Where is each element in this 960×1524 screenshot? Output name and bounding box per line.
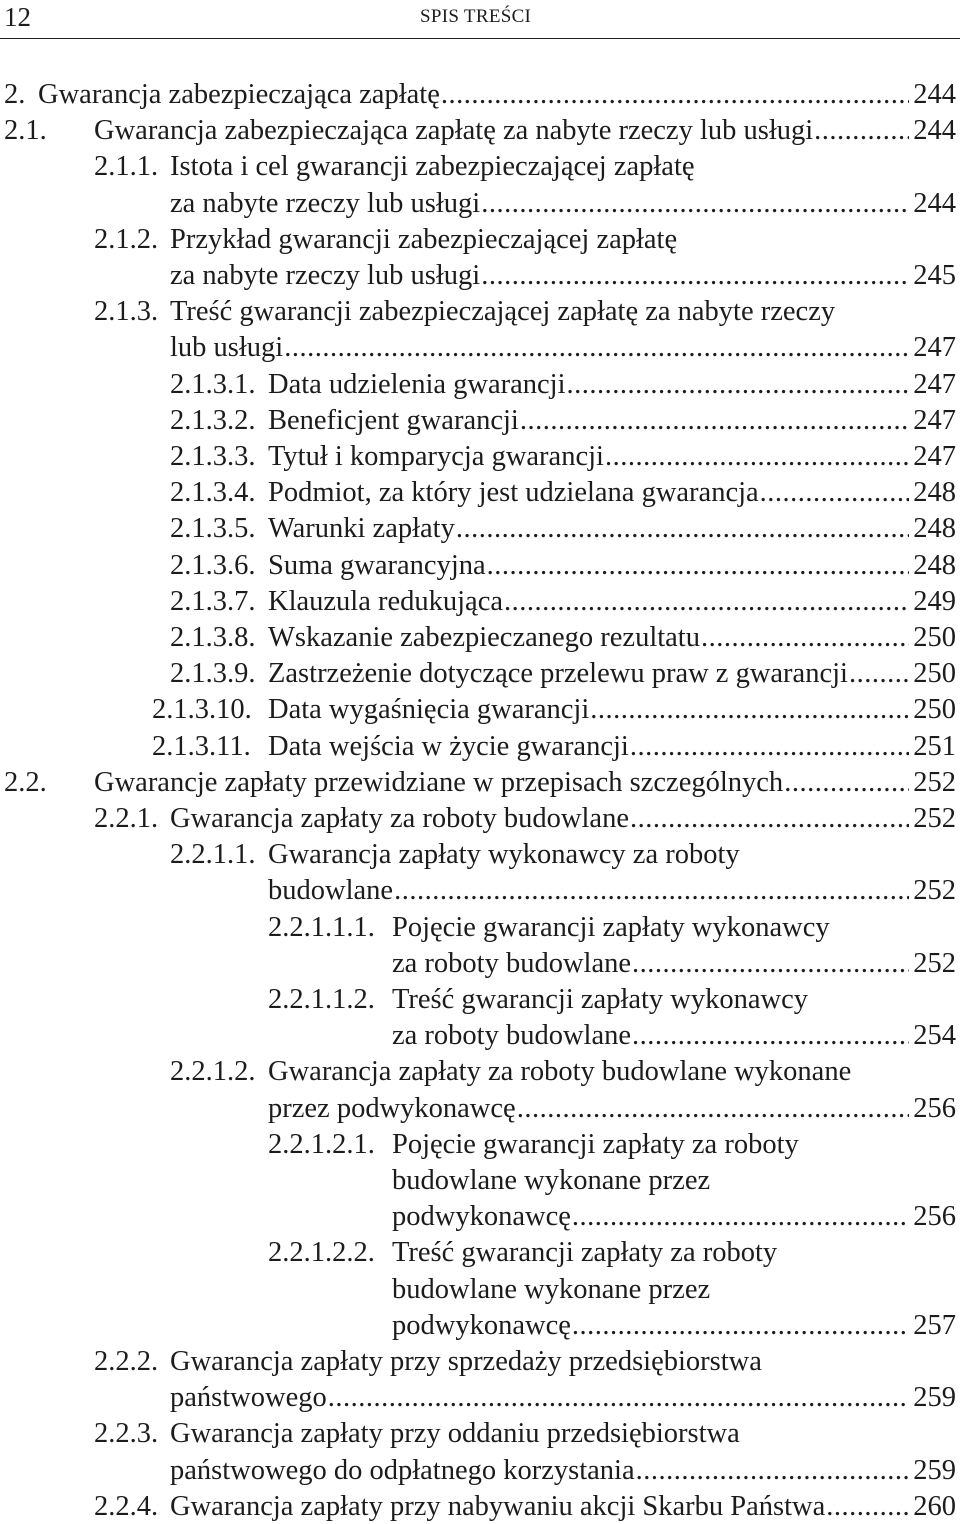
toc-entry-line [170, 476, 956, 510]
toc-entry-page: 244 [913, 187, 956, 219]
dot-leader [590, 693, 909, 727]
toc-entry-line [170, 512, 956, 546]
toc-entry-line [268, 947, 956, 981]
toc-entry-title: Data udzielenia gwarancji [268, 368, 566, 400]
toc-entry-line [170, 549, 956, 583]
toc-entry-title: Gwarancja zabezpieczająca zapłatę za nabyte rzeczy lub usługi [94, 115, 814, 147]
toc-entry-line [94, 1490, 956, 1524]
toc-entry-title: Gwarancja zapłaty przy oddaniu przedsiębiorstwa [170, 1418, 740, 1450]
toc-entry-page: 249 [913, 585, 956, 617]
toc-entry-line [268, 911, 956, 945]
toc-entry-page: 257 [913, 1309, 956, 1341]
toc-entry-number: 2.2.1.2.1. [268, 1128, 375, 1160]
toc-entry-title: Klauzula redukująca [268, 585, 503, 617]
toc-entry-title: państwowego [170, 1382, 327, 1414]
toc-entry-number: 2.1.3.4. [170, 477, 256, 509]
toc-entry-line [4, 114, 956, 148]
toc-entry-page: 252 [913, 947, 956, 979]
toc-entry-page: 254 [913, 1020, 956, 1052]
toc-entry-line [4, 766, 956, 800]
toc-entry-title: Gwarancje zapłaty przewidziane w przepisach szczególnych [94, 766, 784, 798]
toc-entry-line [94, 331, 956, 365]
toc-entry-title: za nabyte rzeczy lub usługi [170, 187, 481, 219]
dot-leader [572, 1309, 909, 1343]
dot-leader [760, 476, 910, 510]
toc-entry-title: Beneficjent gwarancji [268, 404, 519, 436]
dot-leader [636, 1454, 910, 1488]
toc-entry-page: 248 [913, 477, 956, 509]
toc-entry-title: Treść gwarancji zapłaty za roboty [392, 1237, 778, 1269]
running-head: SPIS TREŚCI [420, 6, 532, 27]
toc-entry-title: Podmiot, za który jest udzielana gwarancja [268, 477, 759, 509]
toc-entry-number: 2.1.3.9. [170, 658, 256, 690]
toc-entry-line [152, 730, 956, 764]
toc-entry-page: 250 [913, 658, 956, 690]
toc-entry-line [94, 1345, 956, 1379]
dot-leader [632, 1019, 909, 1053]
toc-entry-line [4, 78, 956, 112]
dot-leader [504, 585, 909, 619]
toc-entry-page: 250 [913, 694, 956, 726]
toc-entry-line [152, 693, 956, 727]
toc-entry-page: 256 [913, 1092, 956, 1124]
toc-entry-title: Gwarancja zapłaty za roboty budowlane [170, 803, 629, 834]
toc-entry-page: 247 [913, 368, 956, 400]
toc-entry-number: 2.2.1.2.2. [268, 1237, 375, 1269]
toc-entry-title: Gwarancja zapłaty przy nabywaniu akcji Skarbu Państwa [170, 1490, 826, 1522]
toc-entry-number: 2.2.1.2. [170, 1056, 256, 1088]
toc-entry-page: 248 [913, 549, 956, 581]
toc-entry-number: 2.1.3.1. [170, 368, 256, 400]
toc-entry-line [94, 1381, 956, 1415]
toc-entry-line [268, 983, 956, 1017]
toc-entry-title: Treść gwarancji zapłaty wykonawcy [392, 984, 809, 1015]
toc-entry-number: 2.1.3.11. [152, 730, 251, 762]
toc-entry-title: Data wygaśnięcia gwarancji [268, 694, 590, 726]
toc-entry-number: 2.2.1.1.1. [268, 911, 375, 943]
toc-entry-number: 2.1. [4, 115, 47, 147]
toc-entry-number: 2.2.2. [94, 1346, 159, 1377]
toc-entry-line [94, 802, 956, 836]
toc-entry-title: Zastrzeżenie dotyczące przelewu praw z gwarancji [268, 658, 848, 690]
dot-leader [441, 78, 909, 112]
dot-leader [630, 802, 909, 836]
toc-entry-title: przez podwykonawcę [268, 1092, 516, 1124]
dot-leader [284, 331, 909, 365]
toc-entry-page: 256 [913, 1201, 956, 1233]
toc-entry-line [268, 1309, 956, 1343]
dot-leader [849, 657, 909, 691]
toc-entry-page: 252 [913, 803, 956, 834]
toc-entry-page: 247 [913, 404, 956, 436]
toc-entry-title: podwykonawcę [392, 1309, 571, 1341]
toc-entry-title: Wskazanie zabezpieczanego rezultatu [268, 622, 700, 653]
toc-entry-line [268, 1200, 956, 1234]
toc-entry-number: 2.1.3.8. [170, 622, 256, 653]
toc-entry-title: za nabyte rzeczy lub usługi [170, 260, 481, 291]
toc-entry-title: za roboty budowlane [392, 947, 632, 979]
toc-entry-page: 247 [913, 332, 956, 364]
toc-entry-title: budowlane wykonane przez [392, 1165, 711, 1196]
toc-entry-page: 252 [913, 766, 956, 798]
toc-entry-title: Warunki zapłaty [268, 513, 455, 545]
toc-entry-line [94, 1454, 956, 1488]
toc-entry-title: Tytuł i komparycja gwarancji [268, 441, 604, 472]
toc-entry-line [170, 657, 956, 691]
dot-leader [517, 1092, 910, 1126]
toc-entry-number: 2.2.1.1.2. [268, 984, 375, 1015]
dot-leader [784, 766, 909, 800]
toc-entry-line [94, 295, 956, 329]
toc-entry-line [268, 1273, 956, 1307]
toc-entry-number: 2.1.3.5. [170, 513, 256, 545]
toc-entry-number: 2.2.1.1. [170, 839, 256, 871]
toc-entry-line [170, 838, 956, 872]
toc-entry-number: 2.1.2. [94, 223, 159, 255]
dot-leader [701, 621, 909, 655]
toc-entry-line [94, 1417, 956, 1451]
toc-entry-page: 248 [913, 513, 956, 545]
toc-entry-line [94, 187, 956, 221]
toc-entry-page: 250 [913, 622, 956, 653]
toc-entry-line [170, 404, 956, 438]
dot-leader [520, 404, 909, 438]
toc-entry-number: 2.2.1. [94, 803, 159, 834]
toc-entry-line [268, 1128, 956, 1162]
dot-leader [394, 874, 909, 908]
toc-entry-number: 2.2.3. [94, 1418, 159, 1450]
toc-entry-number: 2.1.3.10. [152, 694, 252, 726]
page-header [0, 0, 960, 39]
toc-entry-page: 244 [913, 79, 956, 110]
dot-leader [481, 259, 909, 293]
toc-entry-page: 259 [913, 1382, 956, 1414]
toc-entry-number: 2.1.1. [94, 151, 159, 183]
dot-leader [632, 947, 909, 981]
dot-leader [328, 1381, 910, 1415]
toc-entry-title: Data wejścia w życie gwarancji [268, 730, 629, 762]
toc-entry-page: 252 [913, 875, 956, 907]
toc-entry-title: podwykonawcę [392, 1201, 571, 1233]
toc-entry-page: 251 [913, 730, 956, 762]
dot-leader [814, 114, 909, 148]
dot-leader [487, 549, 910, 583]
toc-entry-page: 245 [913, 260, 956, 291]
dot-leader [567, 368, 910, 402]
toc-entry-title: Gwarancja zapłaty przy sprzedaży przedsiębiorstwa [170, 1346, 762, 1377]
toc-entry-line [94, 259, 956, 293]
toc-entry-number: 2.1.3.7. [170, 585, 256, 617]
toc-entry-line [268, 1019, 956, 1053]
toc-entry-line [268, 1164, 956, 1198]
dot-leader [572, 1200, 909, 1234]
toc-entry-title: Gwarancja zapłaty wykonawcy za roboty [268, 839, 740, 871]
toc-entry-title: Przykład gwarancji zabezpieczającej zapłatę [170, 223, 678, 255]
toc-entry-line [94, 223, 956, 257]
toc-entry-number: 2. [4, 79, 26, 110]
toc-entry-title: lub usługi [170, 332, 284, 364]
dot-leader [630, 730, 909, 764]
toc-entry-number: 2.1.3.6. [170, 549, 256, 581]
page-number: 12 [4, 2, 31, 32]
toc-entry-title: Istota i cel gwarancji zabezpieczającej zapłatę [170, 151, 695, 183]
dot-leader [481, 187, 909, 221]
toc-entry-page: 260 [913, 1490, 956, 1522]
toc-entry-title: Gwarancja zabezpieczająca zapłatę [38, 79, 440, 110]
toc-entry-number: 2.2.4. [94, 1490, 159, 1522]
toc-entry-line [170, 1092, 956, 1126]
toc-entry-number: 2.1.3.3. [170, 441, 256, 472]
dot-leader [605, 440, 909, 474]
toc-entry-title: Treść gwarancji zabezpieczającej zapłatę za nabyte rzeczy [170, 296, 836, 328]
toc-entry-line [268, 1236, 956, 1270]
toc-entry-line [170, 621, 956, 655]
toc-entry-title: państwowego do odpłatnego korzystania [170, 1454, 635, 1486]
toc-entry-line [94, 150, 956, 184]
toc-entry-page: 259 [913, 1454, 956, 1486]
toc-entry-number: 2.1.3. [94, 296, 159, 328]
toc-entry-line [170, 585, 956, 619]
toc-entry-title: za roboty budowlane [392, 1020, 632, 1052]
dot-leader [826, 1490, 909, 1524]
toc-entry-title: Gwarancja zapłaty za roboty budowlane wykonane [268, 1056, 852, 1088]
toc-entry-line [170, 440, 956, 474]
toc-entry-page: 244 [913, 115, 956, 147]
toc-entry-number: 2.2. [4, 766, 47, 798]
toc-entry-number: 2.1.3.2. [170, 404, 256, 436]
toc-entry-title: Suma gwarancyjna [268, 549, 486, 581]
toc-entry-line [170, 1055, 956, 1089]
toc-entry-page: 247 [913, 441, 956, 472]
toc-entry-line [170, 368, 956, 402]
toc-entry-title: Pojęcie gwarancji zapłaty wykonawcy [392, 911, 830, 943]
toc-entry-title: Pojęcie gwarancji zapłaty za roboty [392, 1128, 799, 1160]
toc-entry-title: budowlane [268, 875, 394, 907]
toc-entry-title: budowlane wykonane przez [392, 1273, 711, 1305]
dot-leader [456, 512, 909, 546]
toc-entry-line [170, 874, 956, 908]
